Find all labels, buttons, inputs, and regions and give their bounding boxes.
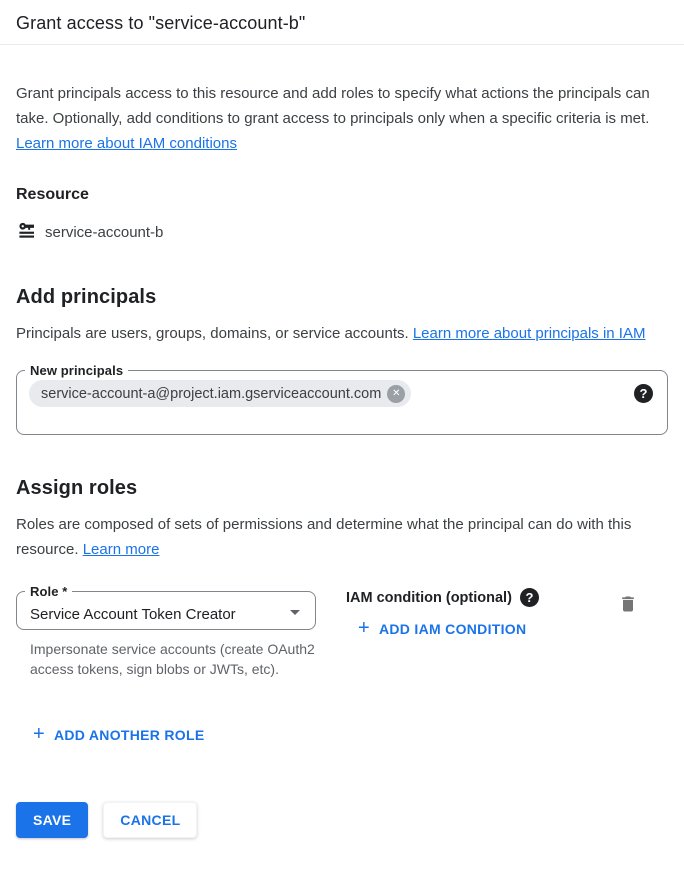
dialog-body: [0, 81, 684, 838]
assign-roles-heading: Assign roles: [16, 477, 138, 499]
dialog-title: Grant access to "service-account-b": [16, 13, 306, 33]
role-row: [16, 584, 668, 679]
principal-chip: [29, 380, 411, 407]
plus-icon: +: [33, 723, 45, 745]
new-principals-field[interactable]: [16, 363, 668, 435]
chip-remove-icon[interactable]: [387, 385, 405, 403]
add-another-role-button[interactable]: [33, 725, 205, 745]
role-selected-value: Service Account Token Creator: [30, 606, 236, 623]
principals-description: [16, 321, 668, 346]
trash-icon: [618, 602, 638, 617]
condition-help-icon[interactable]: [520, 588, 539, 607]
add-iam-condition-label: ADD IAM CONDITION: [378, 621, 527, 637]
add-principals-heading: Add principals: [16, 286, 157, 308]
iam-conditions-link[interactable]: Learn more about IAM conditions: [16, 135, 237, 152]
principals-learn-more-link[interactable]: Learn more about principals in IAM: [412, 325, 646, 342]
service-account-icon: [16, 220, 37, 244]
add-another-role-label: ADD ANOTHER ROLE: [53, 727, 205, 743]
chevron-down-icon: [283, 600, 307, 629]
roles-description: [16, 512, 668, 562]
resource-heading: Resource: [16, 186, 89, 203]
save-button[interactable]: SAVE: [16, 802, 88, 838]
role-label: Role *: [30, 584, 68, 599]
principals-help-icon[interactable]: [634, 384, 653, 403]
help-icon: ?: [639, 386, 648, 401]
role-select[interactable]: [16, 584, 316, 630]
plus-icon: +: [358, 617, 370, 639]
delete-role-button[interactable]: [616, 592, 640, 619]
roles-learn-more-link[interactable]: Learn more: [82, 541, 160, 558]
dialog-actions: [16, 802, 668, 838]
close-icon: ✕: [392, 387, 401, 399]
principals-description-text: Principals are users, groups, domains, or service accounts.: [16, 325, 413, 342]
dialog-header: [0, 0, 684, 45]
resource-row: [16, 220, 668, 244]
new-principals-label: New principals: [30, 363, 124, 378]
role-column: [16, 584, 316, 679]
principal-chip-text: service-account-a@project.iam.gserviceaccount.com: [41, 385, 382, 402]
add-iam-condition-button[interactable]: [358, 619, 526, 639]
roles-description-text: Roles are composed of sets of permissions and determine what the principal can do with this resource.: [16, 516, 632, 558]
help-icon: ?: [525, 590, 534, 605]
iam-condition-column: [346, 584, 616, 640]
intro-text: Grant principals access to this resource and add roles to specify what actions the principals can take. Optionally, add conditions to grant access to principals only when a specific criteria is met.: [16, 85, 650, 127]
role-helper-text: Impersonate service accounts (create OAuth2 access tokens, sign blobs or JWTs, etc).: [30, 641, 315, 677]
intro-paragraph: [16, 81, 668, 156]
resource-name: service-account-b: [45, 223, 164, 241]
principals-chip-area[interactable]: [17, 378, 667, 419]
cancel-button[interactable]: CANCEL: [103, 802, 197, 838]
iam-condition-label: IAM condition (optional): [346, 589, 512, 606]
